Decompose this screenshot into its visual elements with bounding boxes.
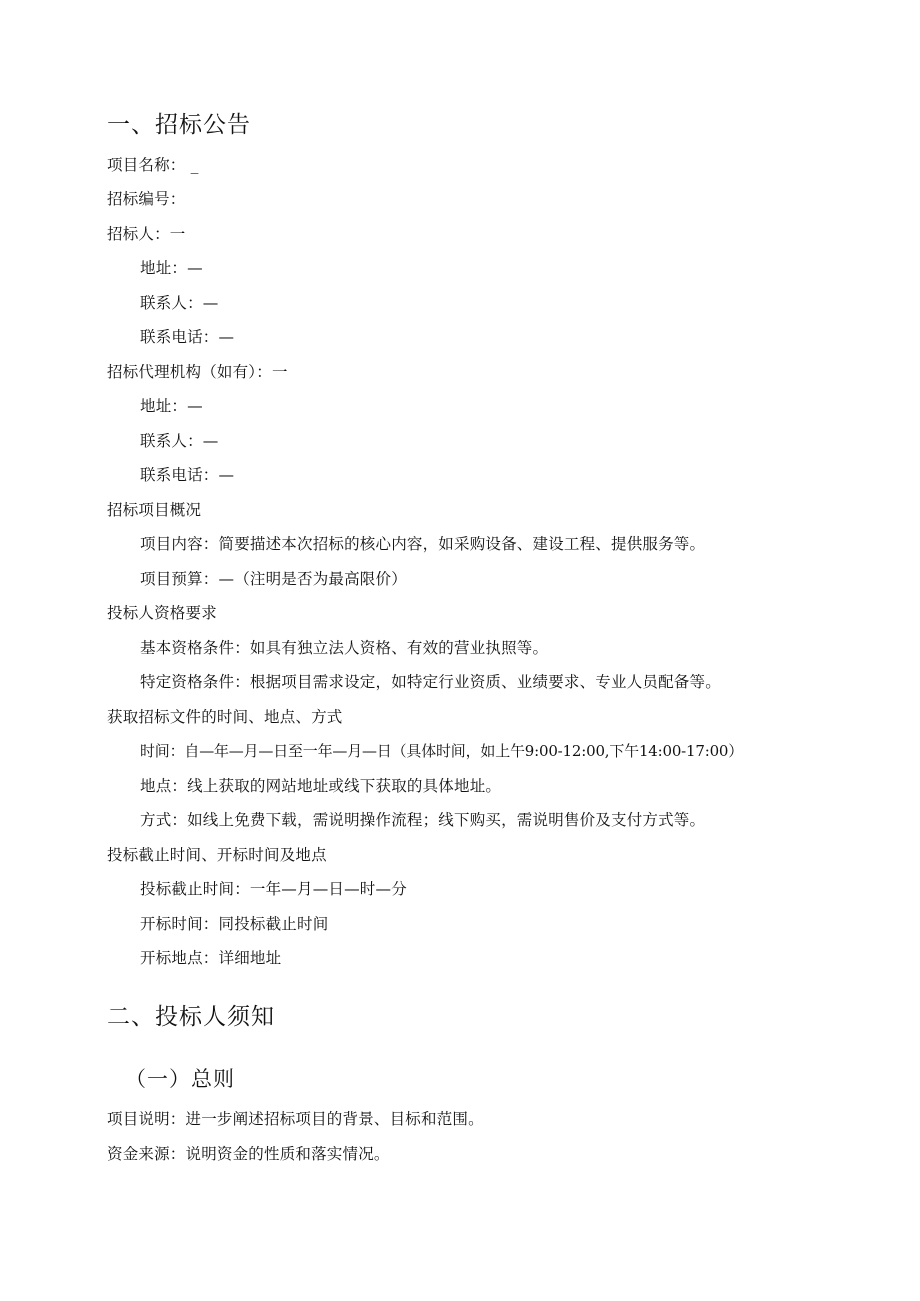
acquire-heading: 获取招标文件的时间、地点、方式: [107, 708, 343, 726]
tenderer-line: 招标人：一: [107, 225, 186, 243]
section-heading-tender-notice: 一、招标公告: [107, 112, 251, 138]
overview-heading: 招标项目概况: [107, 501, 202, 519]
agency-line: 招标代理机构（如有）：一: [107, 363, 288, 381]
tender-number-line: 招标编号：: [107, 190, 186, 208]
tenderer-contact-line: 联系人：—: [140, 294, 219, 312]
fund-source-line: 资金来源：说明资金的性质和落实情况。: [107, 1145, 390, 1163]
opening-place-line: 开标地点：详细地址: [140, 949, 282, 967]
specific-qualification-line: 特定资格条件：根据项目需求设定，如特定行业资质、业绩要求、专业人员配备等。: [140, 673, 721, 691]
project-budget-line: 项目预算：—（注明是否为最高限价）: [140, 570, 407, 588]
project-description-line: 项目说明：进一步阐述招标项目的背景、目标和范围。: [107, 1110, 484, 1128]
deadline-heading: 投标截止时间、开标时间及地点: [107, 846, 327, 864]
agency-address-line: 地址：—: [140, 397, 203, 415]
section-heading-bidder-instructions: 二、投标人须知: [107, 1004, 275, 1030]
opening-time-line: 开标时间：同投标截止时间: [140, 915, 329, 933]
project-content-line: 项目内容：简要描述本次招标的核心内容，如采购设备、建设工程、提供服务等。: [140, 535, 706, 553]
tenderer-address-line: 地址：—: [140, 259, 203, 277]
deadline-line: 投标截止时间：一年—月—日—时—分: [140, 880, 407, 898]
qualification-heading: 投标人资格要求: [107, 604, 217, 622]
tenderer-phone-line: 联系电话：—: [140, 328, 235, 346]
acquire-time-line: 时间：自—年—月—日至一年—月—日（具体时间，如上午9:00-12:00,下午14:00-17:00）: [140, 742, 744, 760]
acquire-place-line: 地点：线上获取的网站地址或线下获取的具体地址。: [140, 777, 502, 795]
project-name-line: 项目名称： _: [107, 156, 199, 174]
agency-phone-line: 联系电话：—: [140, 466, 235, 484]
subsection-heading-general: （一）总则: [125, 1067, 235, 1091]
basic-qualification-line: 基本资格条件：如具有独立法人资格、有效的营业执照等。: [140, 639, 549, 657]
acquire-method-line: 方式：如线上免费下载，需说明操作流程；线下购买，需说明售价及支付方式等。: [140, 811, 706, 829]
agency-contact-line: 联系人：—: [140, 432, 219, 450]
